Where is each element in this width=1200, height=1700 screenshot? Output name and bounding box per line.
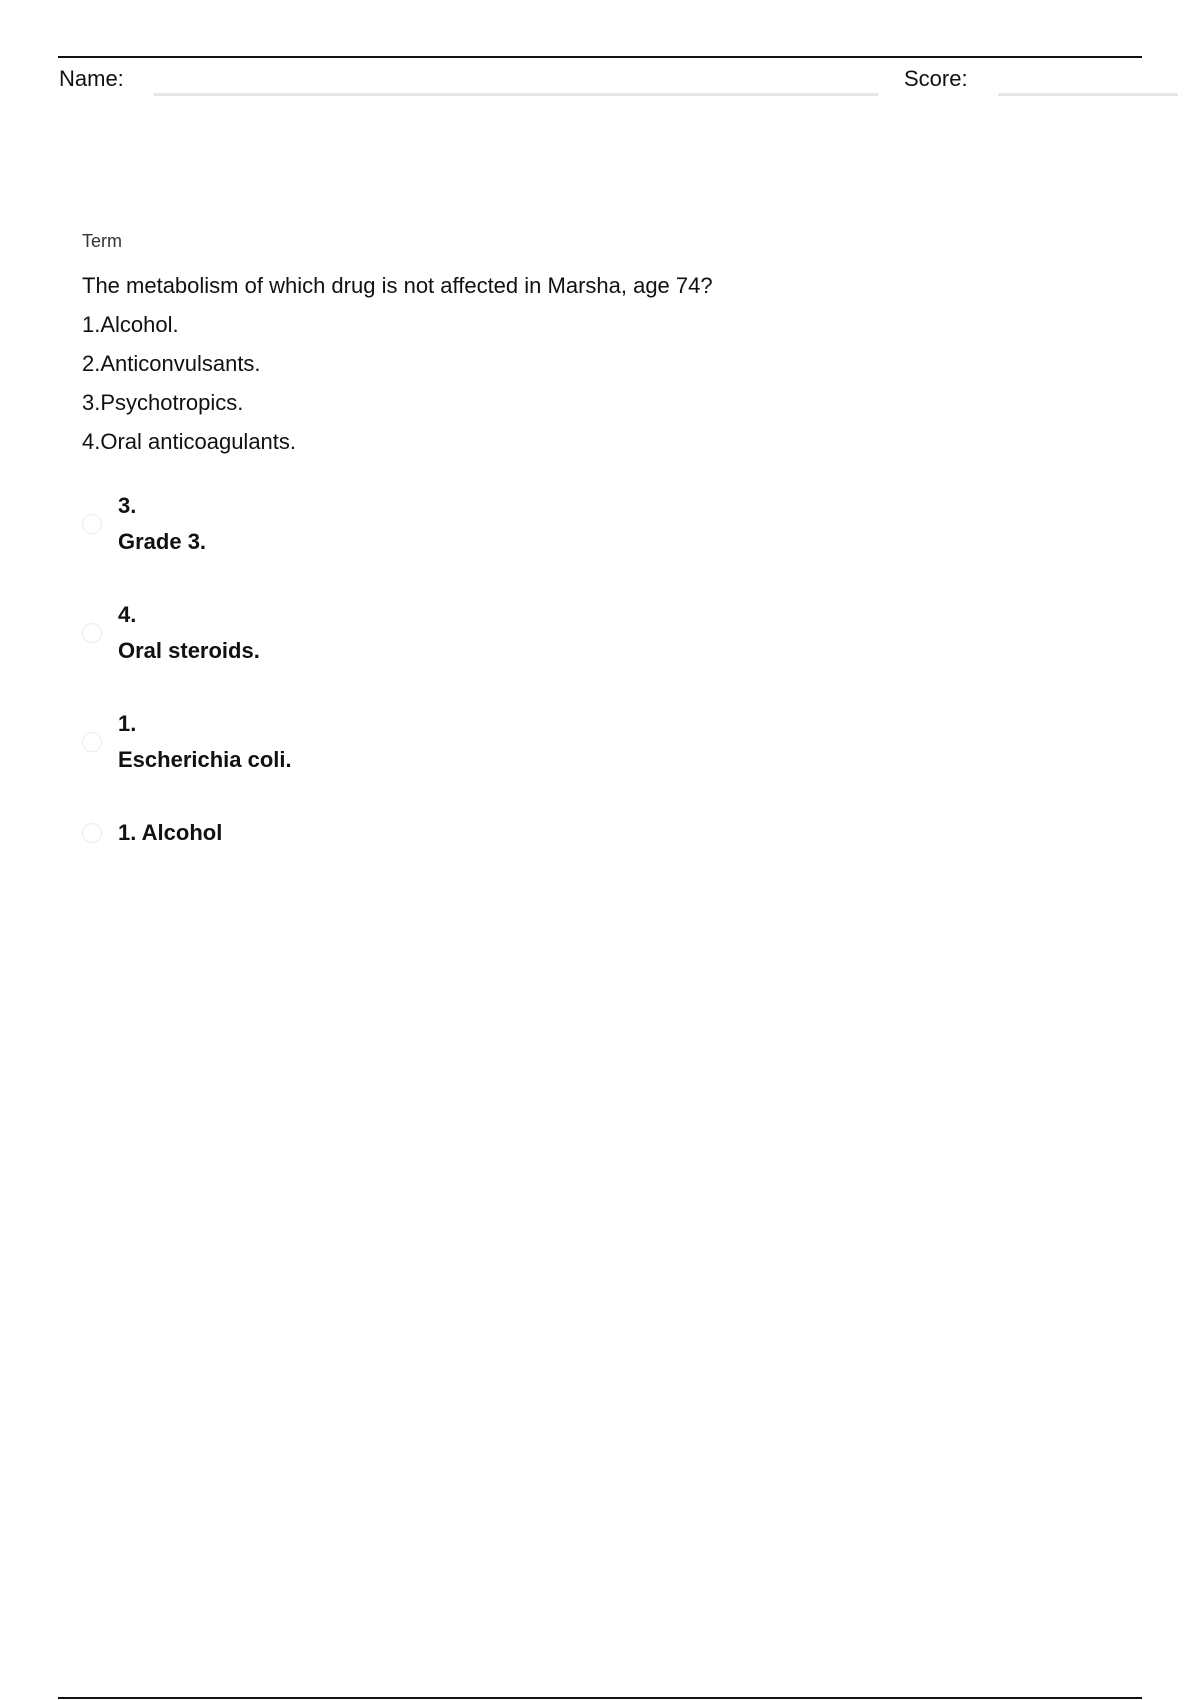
answer-text: Escherichia coli.	[118, 747, 292, 772]
score-label: Score:	[904, 66, 968, 91]
answer-choice-3[interactable]	[80, 706, 1080, 778]
radio-button[interactable]	[82, 732, 102, 752]
answer-choice-4[interactable]	[80, 815, 1080, 851]
term-label: Term	[82, 231, 122, 251]
answer-text: Oral steroids.	[118, 638, 260, 663]
question-option: 1.Alcohol.	[82, 312, 179, 337]
radio-button[interactable]	[82, 514, 102, 534]
answer-choice-2[interactable]	[80, 597, 1080, 669]
question-text: The metabolism of which drug is not affected in Marsha, age 74?	[82, 273, 713, 298]
radio-button[interactable]	[82, 823, 102, 843]
top-rule	[58, 56, 1142, 58]
question-option: 4.Oral anticoagulants.	[82, 429, 297, 454]
question-block	[82, 266, 1122, 461]
name-field-line[interactable]	[154, 93, 878, 96]
name-label: Name:	[59, 66, 124, 91]
answer-choice-1[interactable]	[80, 488, 1080, 560]
answer-number: 4.	[118, 602, 137, 627]
radio-button[interactable]	[82, 623, 102, 643]
answer-text: Grade 3.	[118, 529, 207, 554]
score-field-line[interactable]	[998, 93, 1178, 96]
question-option: 2.Anticonvulsants.	[82, 351, 261, 376]
answer-number: 3.	[118, 493, 137, 518]
question-option: 3.Psychotropics.	[82, 390, 244, 415]
answer-number: 1.	[118, 711, 137, 736]
answer-text: 1. Alcohol	[118, 820, 223, 845]
answer-choices	[80, 488, 1080, 888]
bottom-rule	[58, 1697, 1142, 1699]
